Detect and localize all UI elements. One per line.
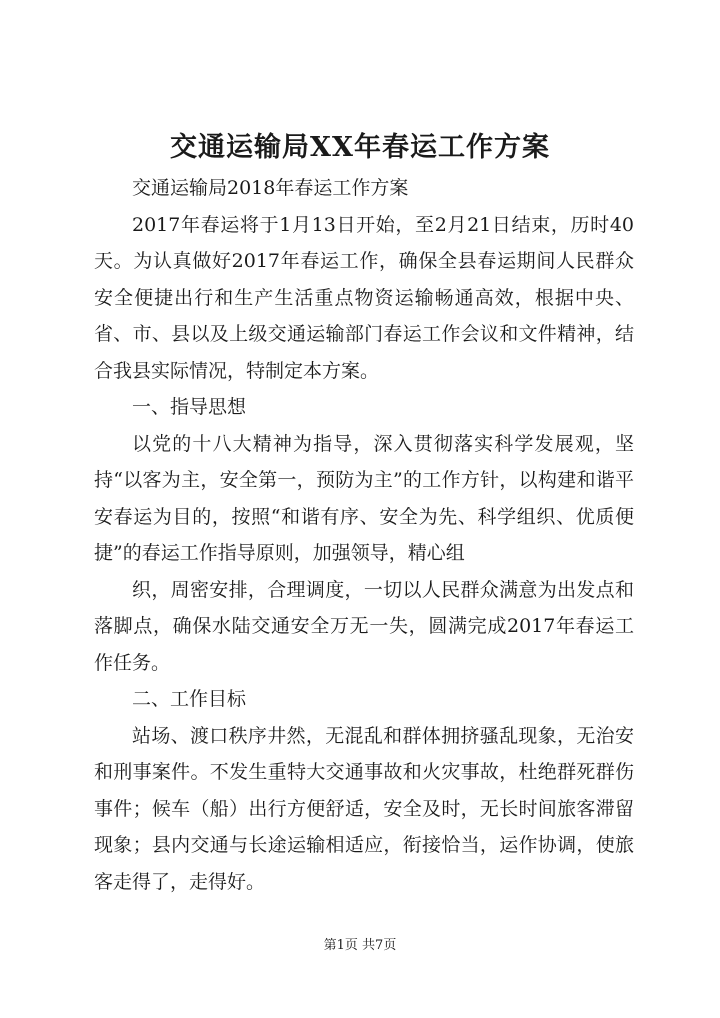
section-heading-guiding-ideology: 一、指导思想 — [132, 396, 247, 418]
guiding-ideology-paragraph: 以党的十八大精神为指导，深入贯彻落实科学发展观，坚持“以客为主，安全第一，预防为主”的工作方针，以构建和谐平安春运为目的，按照“和谐有序、安全为先、科学组织、优质便捷”的春运工作指导原则，加强领导，精心组 — [94, 432, 634, 564]
page-number-footer: 第1页 共7页 — [323, 938, 397, 953]
document-body — [94, 170, 634, 900]
subtitle-paragraph: 交通运输局2018年春运工作方案 — [132, 177, 409, 199]
document-title: 交通运输局XX年春运工作方案 — [170, 132, 550, 163]
work-goals-paragraph: 站场、渡口秩序井然，无混乱和群体拥挤骚乱现象，无治安和刑事案件。不发生重特大交通事故和火灾事故，杜绝群死群伤事件；候车（船）出行方便舒适，安全及时，无长时间旅客滞留现象；县内交通与长途运输相适应，衔接恰当，运作协调，使旅客走得了，走得好。 — [94, 724, 634, 893]
intro-paragraph: 2017年春运将于1月13日开始，至2月21日结束，历时40天。为认真做好2017年春运工作，确保全县春运期间人民群众安全便捷出行和生产生活重点物资运输畅通高效，根据中央、省、市、县以及上级交通运输部门春运工作会议和文件精神，结合我县实际情况，特制定本方案。 — [94, 213, 634, 382]
guiding-ideology-continuation: 织，周密安排，合理调度，一切以人民群众满意为出发点和落脚点，确保水陆交通安全万无一失，圆满完成2017年春运工作任务。 — [94, 578, 634, 674]
section-heading-work-goals: 二、工作目标 — [132, 688, 247, 710]
